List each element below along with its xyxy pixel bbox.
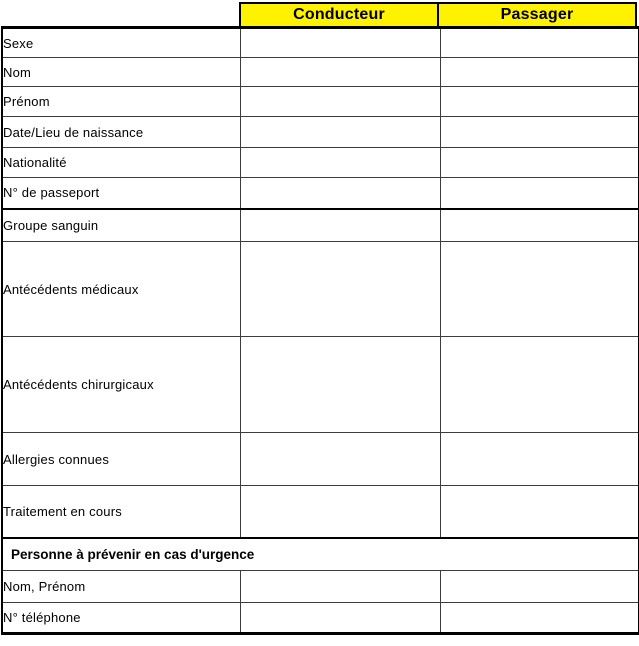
conducteur-cell[interactable] bbox=[240, 486, 440, 538]
table-row-nom bbox=[2, 58, 639, 87]
conducteur-cell[interactable] bbox=[240, 571, 440, 603]
row-label: N° téléphone bbox=[2, 603, 240, 634]
row-label: Groupe sanguin bbox=[2, 209, 240, 242]
passager-cell[interactable] bbox=[440, 117, 639, 148]
passager-cell[interactable] bbox=[440, 337, 639, 433]
row-label: Traitement en cours bbox=[2, 486, 240, 538]
row-label: Nationalité bbox=[2, 148, 240, 178]
conducteur-cell[interactable] bbox=[240, 209, 440, 242]
section-header-label: Personne à prévenir en cas d'urgence bbox=[2, 538, 639, 571]
row-label: Date/Lieu de naissance bbox=[2, 117, 240, 148]
conducteur-cell[interactable] bbox=[240, 87, 440, 117]
table-row-groupe-sanguin bbox=[2, 209, 639, 242]
passager-cell[interactable] bbox=[440, 603, 639, 634]
conducteur-cell[interactable] bbox=[240, 28, 440, 58]
table-row-allergies bbox=[2, 433, 639, 486]
table-row-traitement bbox=[2, 486, 639, 538]
table-row-urgence-telephone bbox=[2, 603, 639, 634]
conducteur-cell[interactable] bbox=[240, 117, 440, 148]
passager-cell[interactable] bbox=[440, 28, 639, 58]
row-label: Sexe bbox=[2, 28, 240, 58]
conducteur-cell[interactable] bbox=[240, 433, 440, 486]
conducteur-cell[interactable] bbox=[240, 58, 440, 87]
table-row-sexe bbox=[2, 28, 639, 58]
conducteur-cell[interactable] bbox=[240, 148, 440, 178]
conducteur-cell[interactable] bbox=[240, 603, 440, 634]
passager-cell[interactable] bbox=[440, 58, 639, 87]
row-label: Prénom bbox=[2, 87, 240, 117]
passager-cell[interactable] bbox=[440, 242, 639, 337]
row-label: N° de passeport bbox=[2, 178, 240, 209]
table-row-date-lieu-naissance bbox=[2, 117, 639, 148]
row-label: Antécédents chirurgicaux bbox=[2, 337, 240, 433]
header-conducteur: Conducteur bbox=[239, 2, 439, 26]
row-label: Allergies connues bbox=[2, 433, 240, 486]
conducteur-cell[interactable] bbox=[240, 337, 440, 433]
conducteur-cell[interactable] bbox=[240, 242, 440, 337]
row-label: Nom bbox=[2, 58, 240, 87]
passager-cell[interactable] bbox=[440, 486, 639, 538]
section-header-row bbox=[2, 538, 639, 571]
row-label: Nom, Prénom bbox=[2, 571, 240, 603]
table-row-nationalite bbox=[2, 148, 639, 178]
table-row-passeport bbox=[2, 178, 639, 209]
table-row-prenom bbox=[2, 87, 639, 117]
passager-cell[interactable] bbox=[440, 209, 639, 242]
passager-cell[interactable] bbox=[440, 87, 639, 117]
passager-cell[interactable] bbox=[440, 148, 639, 178]
table-header bbox=[0, 2, 639, 26]
passager-cell[interactable] bbox=[440, 571, 639, 603]
conducteur-cell[interactable] bbox=[240, 178, 440, 209]
table-row-urgence-nom-prenom bbox=[2, 571, 639, 603]
passager-cell[interactable] bbox=[440, 433, 639, 486]
passager-cell[interactable] bbox=[440, 178, 639, 209]
row-label: Antécédents médicaux bbox=[2, 242, 240, 337]
table-row-antecedents-chirurgicaux bbox=[2, 337, 639, 433]
header-spacer bbox=[0, 2, 239, 26]
header-passager: Passager bbox=[439, 2, 637, 26]
driver-passenger-form-table bbox=[1, 26, 639, 635]
table-row-antecedents-medicaux bbox=[2, 242, 639, 337]
